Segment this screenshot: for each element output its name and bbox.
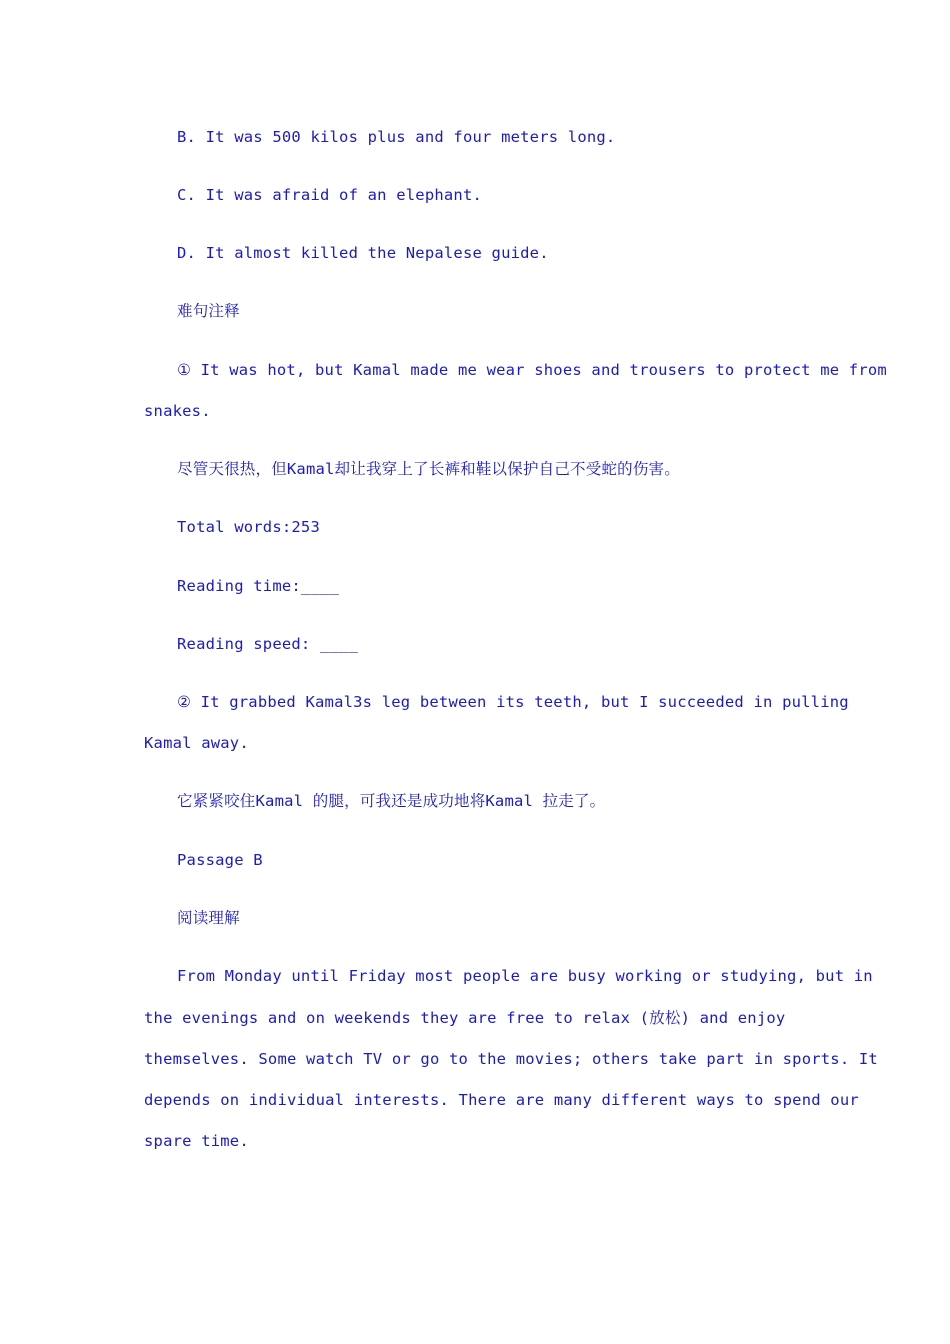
option-d: D. It almost killed the Nepalese guide. [177, 244, 549, 262]
reading-time: Reading time:____ [177, 577, 340, 595]
notes-heading: 难句注释 [177, 302, 240, 320]
note1-line2: snakes. [144, 402, 211, 420]
passage-line: spare time. [144, 1132, 249, 1150]
option-c: C. It was afraid of an elephant. [177, 186, 483, 204]
note2-translation: 它紧紧咬住Kamal 的腿，可我还是成功地将Kamal 拉走了。 [177, 792, 606, 810]
passage-line: themselves. Some watch TV or go to the movies; others take part in sports. It [144, 1050, 878, 1068]
total-words: Total words:253 [177, 518, 320, 536]
passage-line: From Monday until Friday most people are busy working or studying, but in [177, 967, 873, 985]
section-heading: 阅读理解 [177, 909, 240, 927]
passage-title: Passage B [177, 851, 263, 869]
note1-translation: 尽管天很热，但Kamal却让我穿上了长裤和鞋以保护自己不受蛇的伤害。 [177, 460, 680, 478]
note2-line1: ② It grabbed Kamal3s leg between its teeth, but I succeeded in pulling [177, 693, 849, 711]
passage-line: depends on individual interests. There are many different ways to spend our [144, 1091, 859, 1109]
option-b: B. It was 500 kilos plus and four meters long. [177, 128, 616, 146]
note1-line1: ① It was hot, but Kamal made me wear shoes and trousers to protect me from [177, 361, 887, 379]
reading-speed: Reading speed: ____ [177, 635, 359, 653]
note2-line2: Kamal away. [144, 734, 249, 752]
passage-line: the evenings and on weekends they are free to relax (放松) and enjoy [144, 1009, 786, 1027]
